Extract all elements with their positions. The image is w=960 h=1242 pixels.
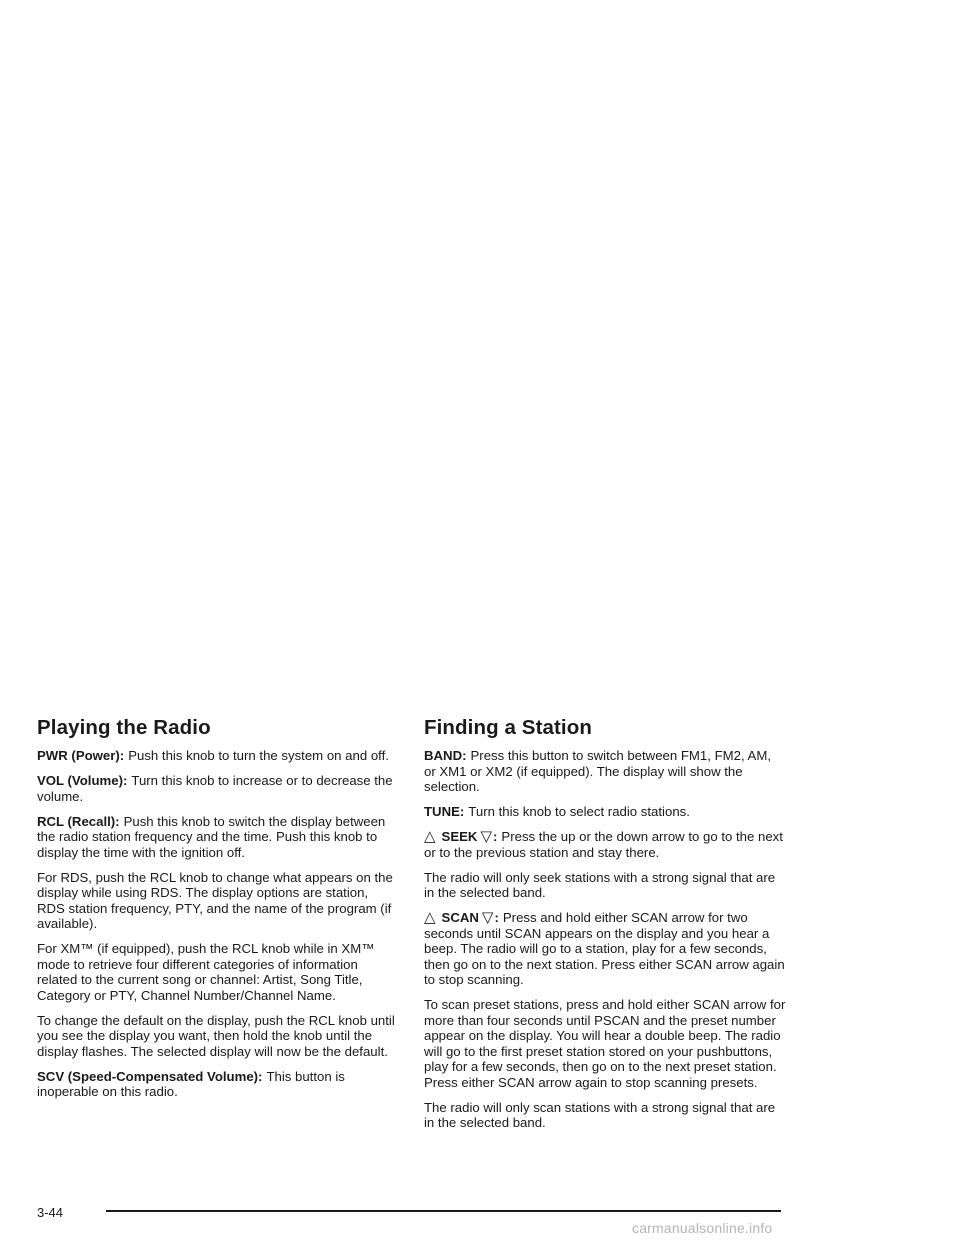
- xm-paragraph: For XM™ (if equipped), push the RCL knob while in XM™ mode to retrieve four different categories of information related to the current song or channel: Artist, Song Title, Category or PTY, Channel Number/Channel Name.: [37, 941, 375, 1003]
- scan-up-arrow-icon: △: [424, 908, 436, 926]
- pwr-text: Push this knob to turn the system on and off.: [128, 748, 389, 763]
- band-paragraph: [424, 748, 786, 795]
- scan-paragraph: [424, 910, 786, 988]
- scan-strong-signal-paragraph: The radio will only scan stations with a strong signal that are in the selected band.: [424, 1099, 776, 1130]
- vol-term: VOL (Volume):: [37, 773, 128, 788]
- left-column: [37, 716, 399, 1109]
- watermark: carmanualsonline.info: [632, 1220, 773, 1236]
- tune-term: TUNE:: [424, 804, 465, 819]
- scan-down-arrow-icon: ▽: [481, 908, 494, 926]
- band-text: Press this button to switch between FM1, FM2, AM, or XM1 or XM2 (if equipped). The display will show the selection.: [424, 748, 771, 794]
- section-heading-finding-a-station: Finding a Station: [424, 716, 592, 739]
- scan-text: Press and hold either SCAN arrow for two seconds until SCAN appears on the display and you hear a beep. The radio will go to a station, play for a few seconds, then go on to the next station. Press either SCAN arrow again to stop scanning.: [424, 910, 785, 987]
- page-number: 3-44: [37, 1205, 64, 1220]
- preset-scan-paragraph: To scan preset stations, press and hold either SCAN arrow for more than four seconds until PSCAN and the preset number appear on the display. You will hear a double beep. The radio will go to the first preset station stored on your pushbuttons, play for a few seconds, then go on to the next preset station. Press either SCAN arrow again to stop scanning presets.: [424, 997, 786, 1090]
- pwr-paragraph: [37, 748, 399, 764]
- scan-term: SCAN: [441, 910, 479, 925]
- band-term: BAND:: [424, 748, 467, 763]
- rcl-paragraph: [37, 814, 399, 861]
- seek-colon: :: [493, 829, 498, 844]
- tune-text: Turn this knob to select radio stations.: [468, 804, 690, 819]
- seek-term: SEEK: [441, 829, 478, 844]
- seek-strong-signal-paragraph: The radio will only seek stations with a strong signal that are in the selected band.: [424, 869, 776, 900]
- seek-text: Press the up or the down arrow to go to the next or to the previous station and stay there.: [424, 829, 783, 860]
- scv-text: This button is inoperable on this radio.: [37, 1068, 345, 1099]
- scv-paragraph: [37, 1069, 399, 1100]
- scan-colon: :: [494, 910, 499, 925]
- vol-text: Turn this knob to increase or to decrease the volume.: [37, 773, 393, 804]
- seek-up-arrow-icon: △: [424, 827, 436, 845]
- vol-paragraph: [37, 773, 399, 804]
- pwr-term: PWR (Power):: [37, 748, 125, 763]
- seek-paragraph: [424, 829, 786, 860]
- section-heading-playing-the-radio: Playing the Radio: [37, 716, 211, 739]
- footer-rule: [106, 1210, 781, 1212]
- tune-paragraph: [424, 804, 786, 820]
- seek-down-arrow-icon: ▽: [480, 827, 493, 845]
- rds-paragraph: For RDS, push the RCL knob to change what appears on the display while using RDS. The display options are station, RDS station frequency, PTY, and the name of the program (if available).: [37, 869, 393, 931]
- rcl-term: RCL (Recall):: [37, 813, 120, 829]
- default-display-paragraph: To change the default on the display, push the RCL knob until you see the display you want, then hold the knob until the display flashes. The selected display will now be the default.: [37, 1012, 395, 1059]
- right-column: [424, 716, 786, 1140]
- scv-term: SCV (Speed-Compensated Volume):: [37, 1068, 263, 1084]
- rcl-text: Push this knob to switch the display between the radio station frequency and the time. Push this knob to display the time with the ignition off.: [37, 813, 386, 860]
